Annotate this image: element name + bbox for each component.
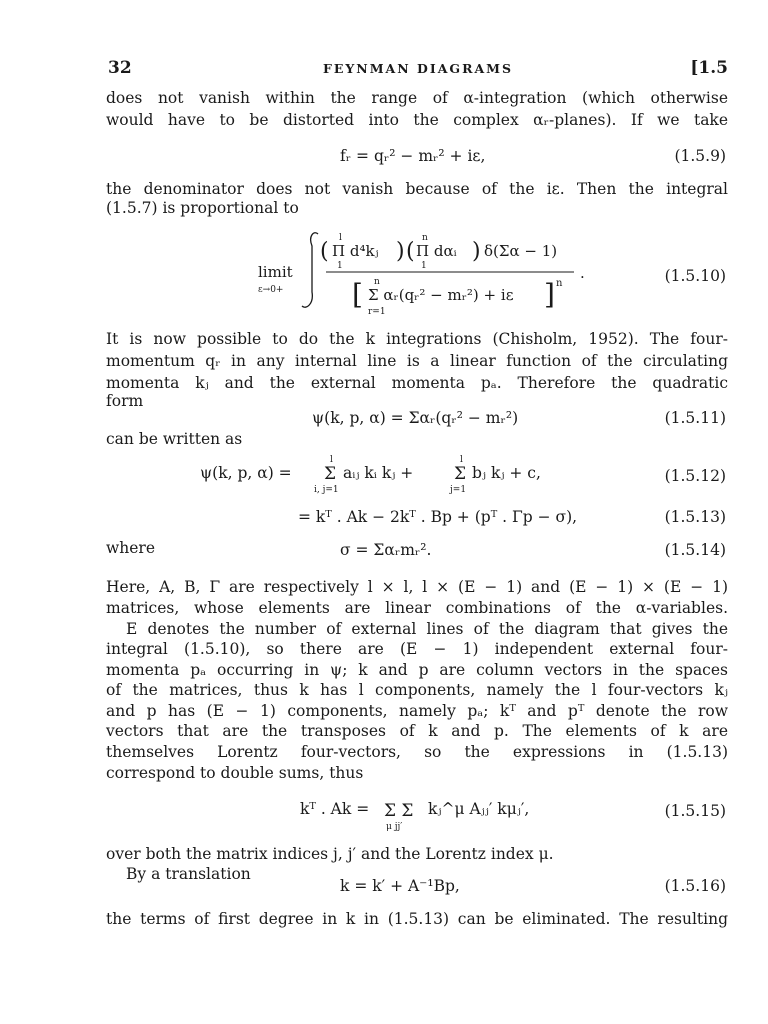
sum-lower: r=1 xyxy=(368,307,386,317)
delta-term: δ(Σα − 1) xyxy=(484,242,558,260)
text-line: momenta pₐ occurring in ψ; k and p are column vectors in the spaces xyxy=(106,661,728,679)
prod1-upper: l xyxy=(339,233,342,243)
text-line: E denotes the number of external lines of the diagram that gives the xyxy=(126,620,728,638)
text-line: of the matrices, thus k has l components, namely the l four-vectors kⱼ xyxy=(106,681,728,699)
equation-1-5-12 xyxy=(200,450,560,500)
eq12-term2: bⱼ kⱼ + c, xyxy=(472,464,541,482)
equation-number: (1.5.15) xyxy=(664,802,726,820)
section-marker: [1.5 xyxy=(690,58,728,78)
paren-open: ( xyxy=(320,239,329,264)
prod2-lower: 1 xyxy=(421,261,427,271)
bracket-open: [ xyxy=(352,278,363,311)
bracket-close: ] xyxy=(544,278,555,311)
text-line: the terms of first degree in k in (1.5.13) can be eliminated. The resulting xyxy=(106,910,728,928)
product-dalpha: Π dαᵢ xyxy=(416,242,457,260)
eq15-lhs: kᵀ . Ak = xyxy=(300,800,370,818)
text-line: vectors that are the transposes of k and p. The elements of k are xyxy=(106,722,728,740)
page-header xyxy=(108,58,728,82)
sum1-lower: i, j=1 xyxy=(314,485,339,495)
prod2-upper: n xyxy=(422,233,428,243)
limit-subscript: ε→0+ xyxy=(258,285,284,295)
text-line: themselves Lorentz four-vectors, so the expressions in (1.5.13) xyxy=(106,743,728,761)
equation-1-5-9: fᵣ = qᵣ² − mᵣ² + iε, xyxy=(340,147,486,165)
sum2-sigma: Σ xyxy=(454,464,467,484)
text-line: momentum qᵣ in any internal line is a linear function of the circulating xyxy=(106,352,728,370)
text-line: integral (1.5.10), so there are (E − 1) independent external four- xyxy=(106,640,728,658)
text-line: (1.5.7) is proportional to xyxy=(106,199,299,217)
denominator-sum: Σ αᵣ(qᵣ² − mᵣ²) + iε xyxy=(368,286,514,304)
equation-1-5-11: ψ(k, p, α) = Σαᵣ(qᵣ² − mᵣ²) xyxy=(312,409,519,427)
text-line: Here, A, B, Γ are respectively l × l, l × (E − 1) and (E − 1) × (E − 1) xyxy=(106,578,728,596)
sum1-sigma: Σ xyxy=(324,464,337,484)
equation-1-5-14: σ = Σαᵣmᵣ². xyxy=(340,541,432,559)
text-line: correspond to double sums, thus xyxy=(106,764,364,782)
equation-1-5-13: = kᵀ . Ak − 2kᵀ . Bp + (pᵀ . Γp − σ), xyxy=(298,508,578,526)
text-line: form xyxy=(106,392,144,410)
text-line: does not vanish within the range of α-integration (which otherwise xyxy=(106,89,728,107)
denominator-power: n xyxy=(556,278,563,289)
sum2-upper: l xyxy=(460,455,463,465)
equation-number: (1.5.10) xyxy=(664,267,726,285)
eq12-lhs: ψ(k, p, α) = xyxy=(200,464,292,482)
eq12-term1: aᵢⱼ kᵢ kⱼ + xyxy=(343,464,414,482)
sum-upper: n xyxy=(374,277,380,287)
text-line: and p has (E − 1) components, namely pₐ; kᵀ and pᵀ denote the row xyxy=(106,702,728,720)
eq15-sums: Σ Σ xyxy=(384,801,414,821)
equation-number: (1.5.16) xyxy=(664,877,726,895)
equation-1-5-10 xyxy=(256,222,656,322)
equation-number: (1.5.9) xyxy=(674,147,726,165)
equation-number: (1.5.14) xyxy=(664,541,726,559)
prod1-lower: 1 xyxy=(337,261,343,271)
paren-open: ( xyxy=(406,239,415,264)
paren-close: ) xyxy=(472,239,481,264)
product-dk: Π d⁴kⱼ xyxy=(332,242,379,260)
equation-1-5-16: k = k′ + A⁻¹Bp, xyxy=(340,877,460,895)
running-title: FEYNMAN DIAGRAMS xyxy=(322,61,514,76)
text-line: would have to be distorted into the complex αᵣ-planes). If we take xyxy=(106,111,728,129)
sum1-upper: l xyxy=(330,455,333,465)
text-line: over both the matrix indices j, j′ and the Lorentz index μ. xyxy=(106,845,554,863)
equation-1-5-15 xyxy=(300,796,560,836)
eq15-term: kⱼ^μ Aⱼⱼ′ kμⱼ′, xyxy=(428,800,530,818)
text-line: By a translation xyxy=(126,865,251,883)
eq15-sum-sub: μ jj′ xyxy=(386,822,403,832)
text-line: It is now possible to do the k integrations (Chisholm, 1952). The four- xyxy=(106,330,728,348)
text-line: matrices, whose elements are linear combinations of the α-variables. xyxy=(106,599,728,617)
sum2-lower: j=1 xyxy=(450,485,467,495)
equation-number: (1.5.11) xyxy=(664,409,726,427)
limit-word: limit xyxy=(258,263,293,281)
paren-close: ) xyxy=(396,239,405,264)
page-number: 32 xyxy=(108,58,132,78)
text-line: where xyxy=(106,539,156,557)
text-line: the denominator does not vanish because of the iε. Then the integral xyxy=(106,180,728,198)
text-line: momenta kⱼ and the external momenta pₐ. Therefore the quadratic xyxy=(106,374,728,392)
integral-sign xyxy=(302,233,318,307)
equation-number: (1.5.12) xyxy=(664,467,726,485)
equation-number: (1.5.13) xyxy=(664,508,726,526)
period: . xyxy=(580,264,585,282)
text-line: can be written as xyxy=(106,430,243,448)
